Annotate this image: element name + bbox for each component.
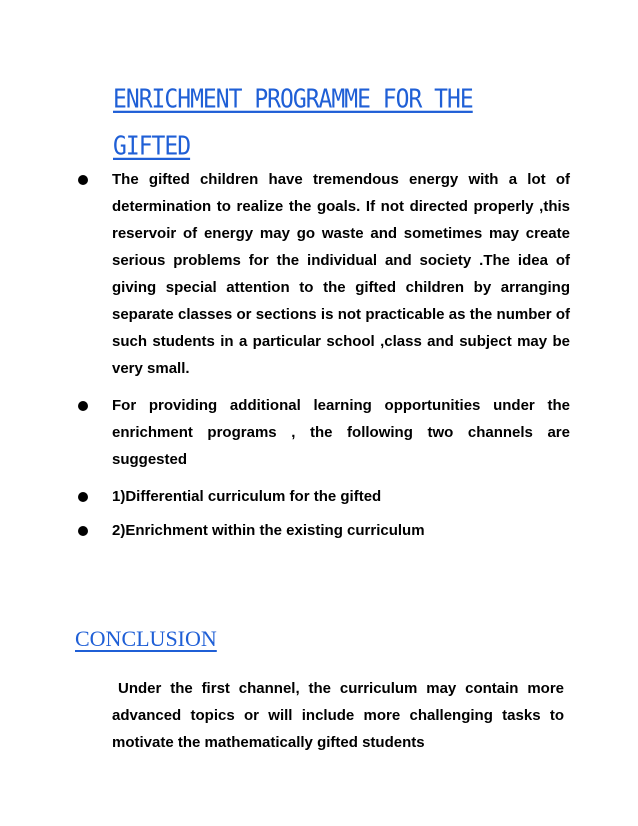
page-title: ENRICHMENT PROGRAMME FOR THE GIFTED — [113, 84, 473, 162]
list-item — [70, 392, 570, 473]
list-item — [70, 166, 570, 382]
bullet-icon — [78, 401, 88, 411]
list-item — [70, 517, 570, 544]
bullet-icon — [78, 526, 88, 536]
conclusion-paragraph: Under the first channel, the curriculum may contain more advanced topics or will include more challenging tasks to motivate the mathematically gifted students — [112, 680, 564, 751]
list-item — [70, 483, 570, 510]
conclusion-heading: CONCLUSION — [75, 626, 217, 651]
list-item-text: For providing additional learning opportunities under the enrichment programs , the following two channels are suggested — [112, 397, 570, 468]
list-item-text: 2)Enrichment within the existing curriculum — [112, 522, 425, 539]
bullet-icon — [78, 492, 88, 502]
list-item-text: 1)Differential curriculum for the gifted — [112, 488, 382, 505]
bullet-icon — [78, 175, 88, 185]
list-item-text: The gifted children have tremendous energy with a lot of determination to realize the goals. If not directed properly ,this reservoir of energy may go waste and sometimes may create serious problems for the individual and society .The idea of giving special attention to the gifted children by arranging separate classes or sections is not practicable as the number of such students in a particular school ,class and subject may be very small. — [112, 171, 570, 377]
bullet-list — [70, 166, 570, 551]
